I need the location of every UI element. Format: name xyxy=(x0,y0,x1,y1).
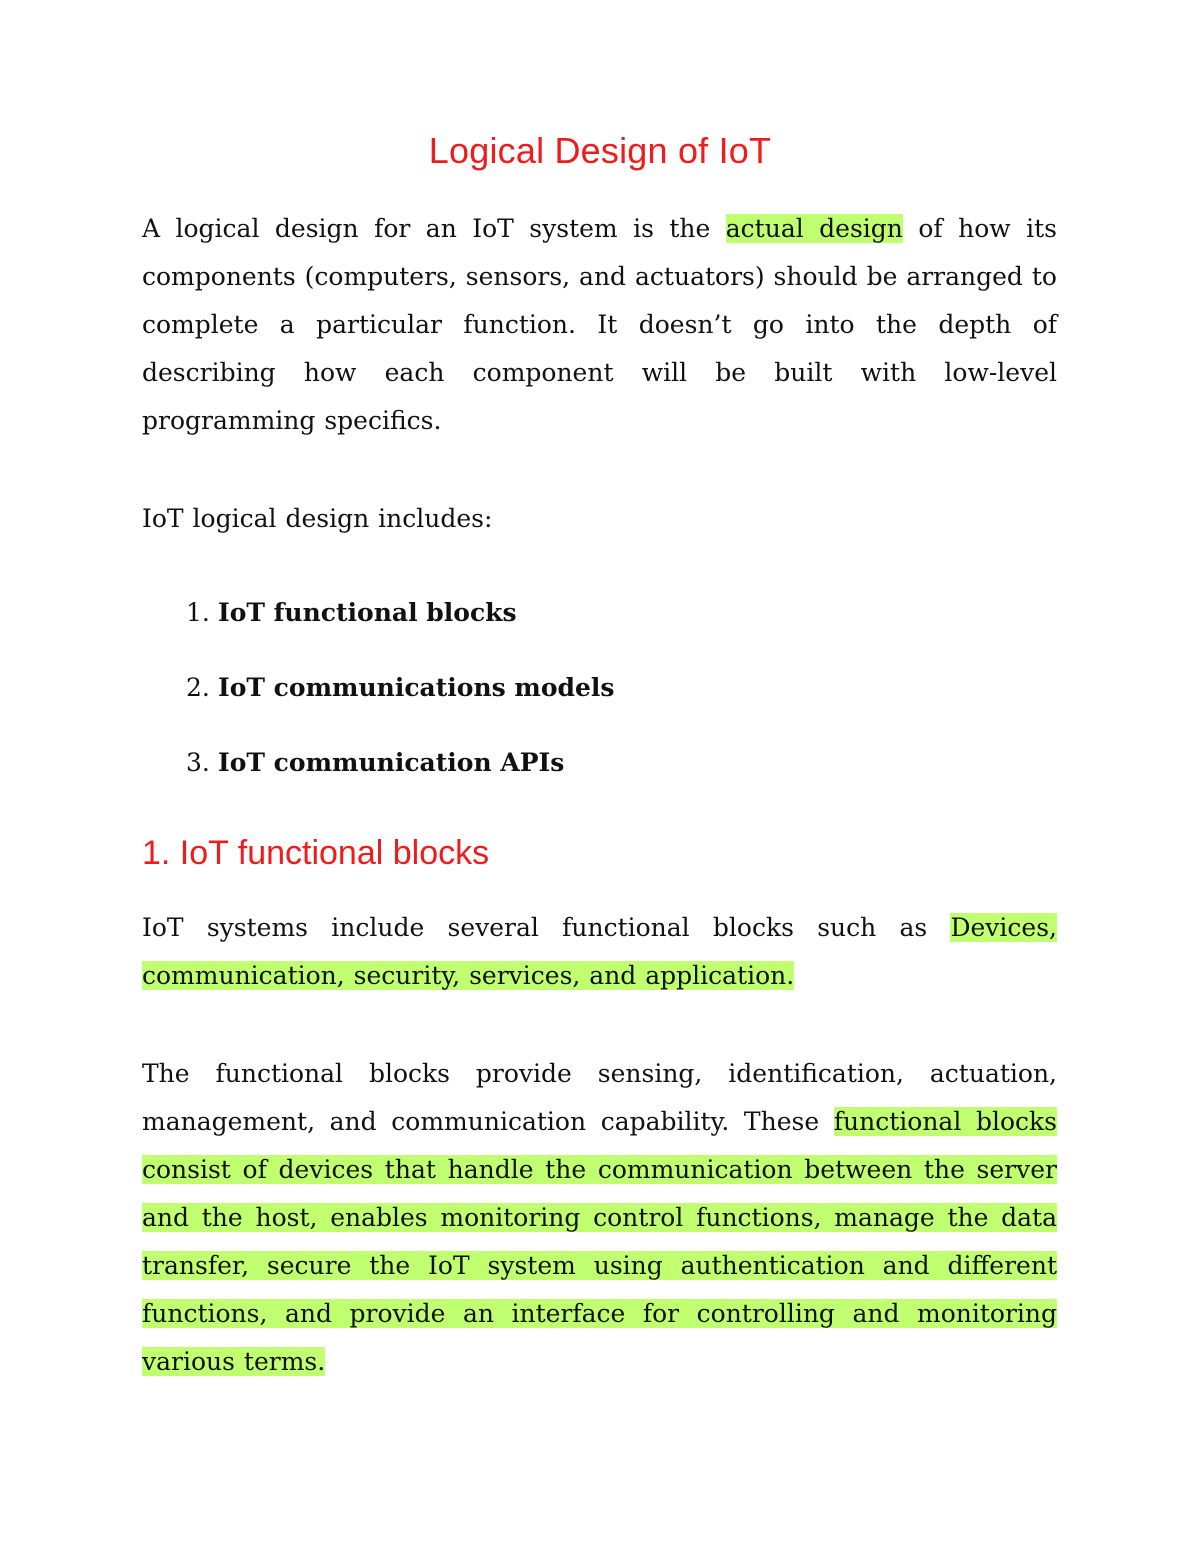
includes-paragraph: IoT logical design includes: xyxy=(142,504,493,533)
intro-highlight: actual design xyxy=(725,214,903,243)
list-item xyxy=(186,598,517,627)
list-item-label: IoT communications models xyxy=(218,673,615,702)
section-paragraph-1 xyxy=(142,904,1057,1000)
section-p2-text: The functional blocks provide sensing, identification, actuation, management, and communication capability. These xyxy=(142,1059,1057,1136)
intro-paragraph xyxy=(142,205,1057,445)
list-item xyxy=(186,673,615,702)
section-p2-highlight: functional blocks consist of devices that handle the communication between the server and the host, enables monitoring control functions, manage the data transfer, secure the IoT system using authentication and different functions, and provide an interface for controlling and monitoring various terms. xyxy=(142,1107,1057,1376)
list-number: 2. xyxy=(186,673,210,702)
list-number: 1. xyxy=(186,598,210,627)
intro-text-after: of how its components (computers, sensors, and actuators) should be arranged to complete a particular function. It doesn’t go into the depth of describing how each component will be built with low-level programming specifics. xyxy=(142,214,1057,435)
list-item-label: IoT functional blocks xyxy=(218,598,517,627)
list-number: 3. xyxy=(186,748,210,777)
page-title: Logical Design of IoT xyxy=(428,130,772,171)
section-heading: 1. IoT functional blocks xyxy=(142,834,490,872)
list-item xyxy=(186,748,564,777)
section-p1-text: IoT systems include several functional blocks such as xyxy=(142,913,951,942)
intro-text-before: A logical design for an IoT system is the xyxy=(142,214,726,243)
list-item-label: IoT communication APIs xyxy=(218,748,565,777)
section-p1-highlight: Devices, communication, security, services, and application. xyxy=(142,913,1057,990)
section-paragraph-2 xyxy=(142,1050,1057,1386)
